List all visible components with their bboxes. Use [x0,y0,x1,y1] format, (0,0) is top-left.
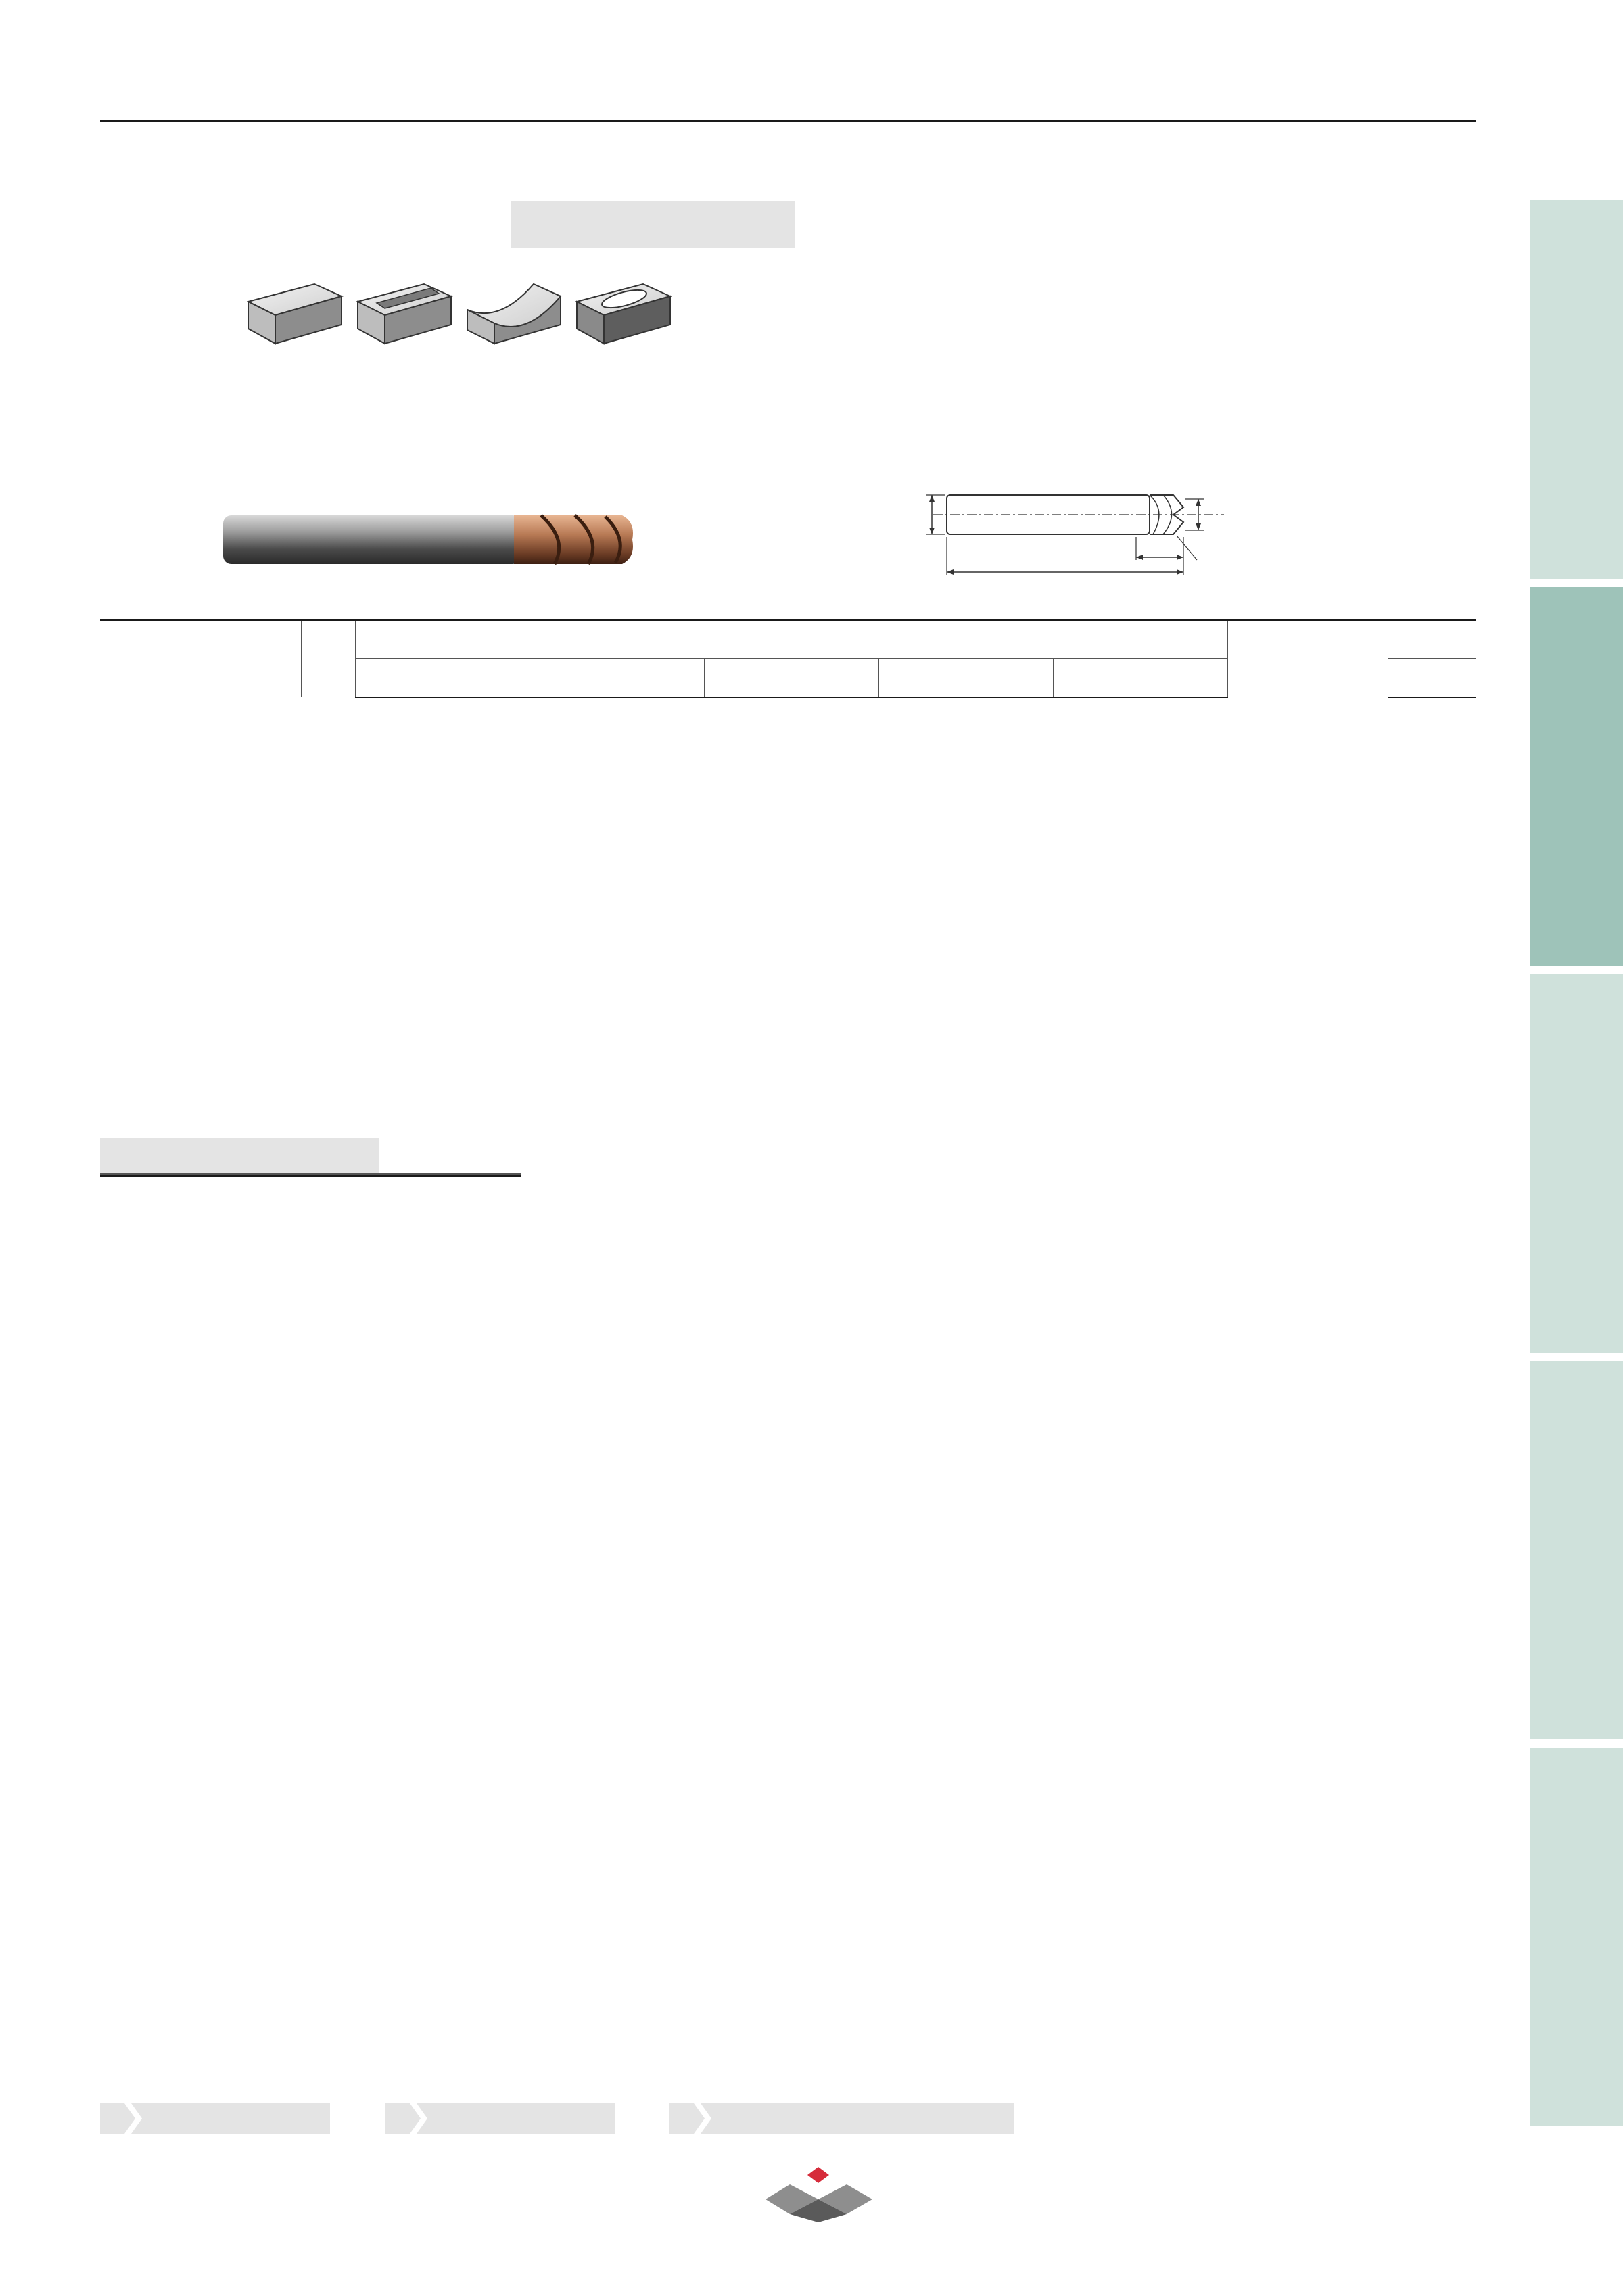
col-header-d [530,659,704,697]
chevron-right-icon [694,2103,711,2134]
flat-block-icon [248,284,342,344]
availability-legend [100,1010,130,1033]
pocket-block-icon [577,284,670,344]
tab-technische-information[interactable] [1530,1361,1623,1739]
workpiece-icons [247,269,676,347]
col-group-abmessungen [355,620,1228,659]
chevron-right-icon [410,2103,427,2134]
tab-bohren[interactable] [1530,974,1623,1353]
tab-index[interactable] [1530,1748,1623,2126]
cooling-legend [100,1042,111,1065]
col-header-l [1054,659,1228,697]
product-table [100,619,1476,698]
curved-block-icon [467,284,561,344]
tool-photo [216,509,649,571]
col-header-d-h6 [704,659,878,697]
col-header-r [355,659,530,697]
footer-ref-systemcode[interactable] [100,2103,330,2134]
dimension-drawing [906,480,1258,582]
cooling-icon [301,620,355,697]
col-header-h [879,659,1054,697]
section-badge [511,201,795,248]
zcc-ct-logo [763,2164,874,2239]
slot-block-icon [358,284,451,344]
col-group-sorte [1388,620,1476,659]
tab-drehen[interactable] [1530,200,1623,579]
application-legend [557,1179,563,1246]
application-title [100,1138,379,1173]
col-header-artikel [100,620,301,697]
chevron-right-icon [124,2103,142,2134]
col-header-zaehne [1228,620,1388,697]
application-grid [100,1173,521,1177]
tab-fraesen[interactable] [1530,587,1623,966]
footer-ref-schnittdaten[interactable] [385,2103,615,2134]
header-rule [100,120,1476,122]
footer-ref-sonderwerkzeug[interactable] [669,2103,1014,2134]
col-header-grade [1388,659,1476,697]
